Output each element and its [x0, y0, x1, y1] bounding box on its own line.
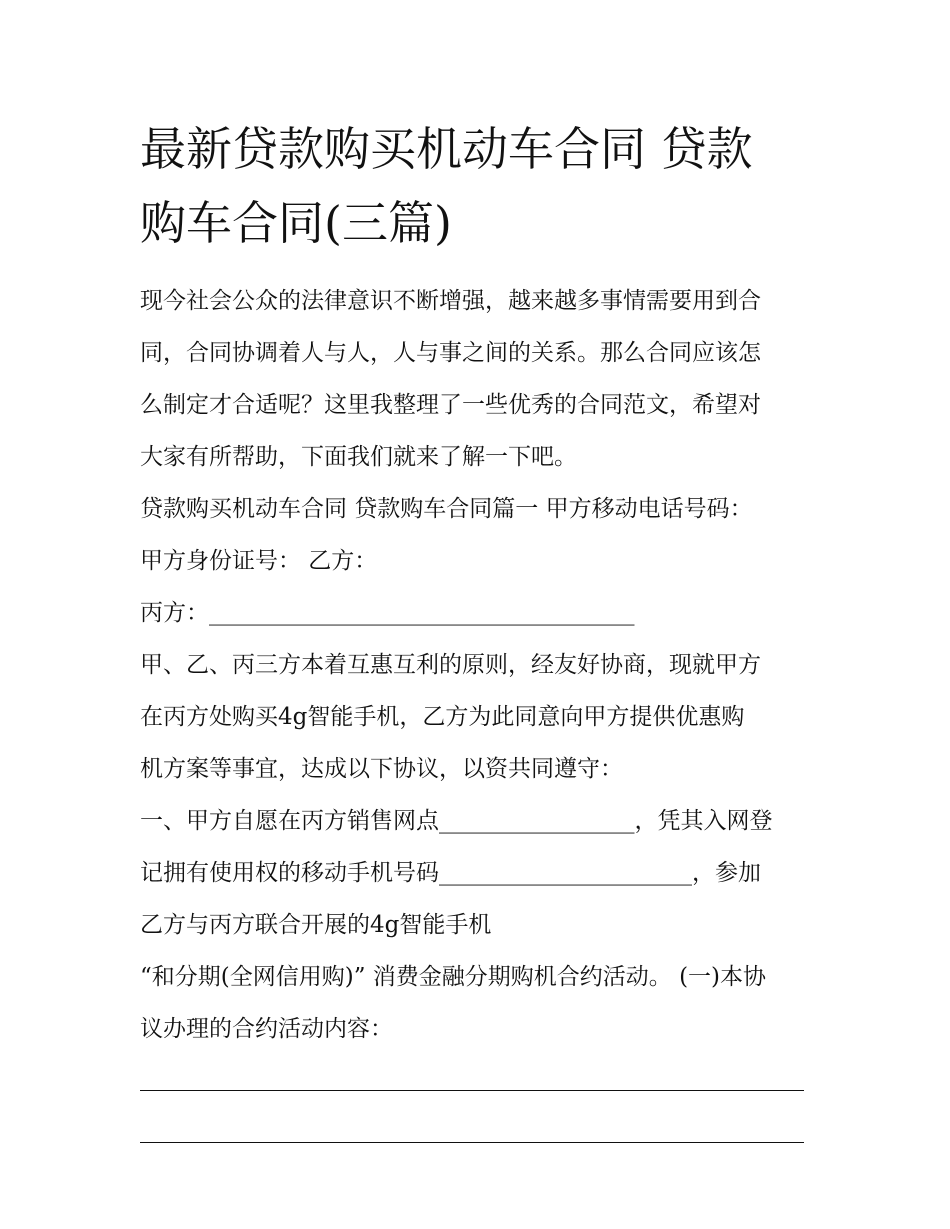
- body-line: 一、甲方自愿在丙方销售网点_________________，凭其入网登: [140, 808, 773, 834]
- body-line: 机方案等事宜，达成以下协议，以资共同遵守：: [140, 756, 623, 782]
- body-line: 贷款购买机动车合同 贷款购车合同篇一 甲方移动电话号码：: [140, 496, 753, 522]
- fill-in-blank-line: [140, 1107, 820, 1159]
- body-line: 现今社会公众的法律意识不断增强，越来越多事情需要用到合: [140, 288, 761, 314]
- fill-in-blank-line: [140, 1055, 820, 1107]
- body-line: 在丙方处购买4g智能手机，乙方为此同意向甲方提供优惠购: [140, 704, 745, 730]
- body-line: 议办理的合约活动内容：: [140, 1016, 393, 1042]
- body-line: 甲、乙、丙三方本着互惠互利的原则，经友好协商，现就甲方: [140, 652, 761, 678]
- body-line: “和分期(全网信用购)” 消费金融分期购机合约活动。 (一)本协: [140, 964, 767, 990]
- body-line: 记拥有使用权的移动手机号码______________________，参加: [140, 860, 761, 886]
- page-title: [140, 112, 820, 260]
- body-line: 同，合同协调着人与人，人与事之间的关系。那么合同应该怎: [140, 340, 761, 366]
- title-line-1: 最新贷款购买机动车合同 贷款: [140, 122, 753, 176]
- document-body: [140, 275, 820, 1159]
- title-line-2: 购车合同(三篇): [140, 196, 452, 250]
- body-line: 乙方与丙方联合开展的4g智能手机: [140, 912, 492, 938]
- body-line: 甲方身份证号： 乙方：: [140, 548, 378, 574]
- body-line: 丙方：_____________________________________: [140, 600, 635, 626]
- body-line: 大家有所帮助，下面我们就来了解一下吧。: [140, 444, 577, 470]
- body-line: 么制定才合适呢？这里我整理了一些优秀的合同范文，希望对: [140, 392, 761, 418]
